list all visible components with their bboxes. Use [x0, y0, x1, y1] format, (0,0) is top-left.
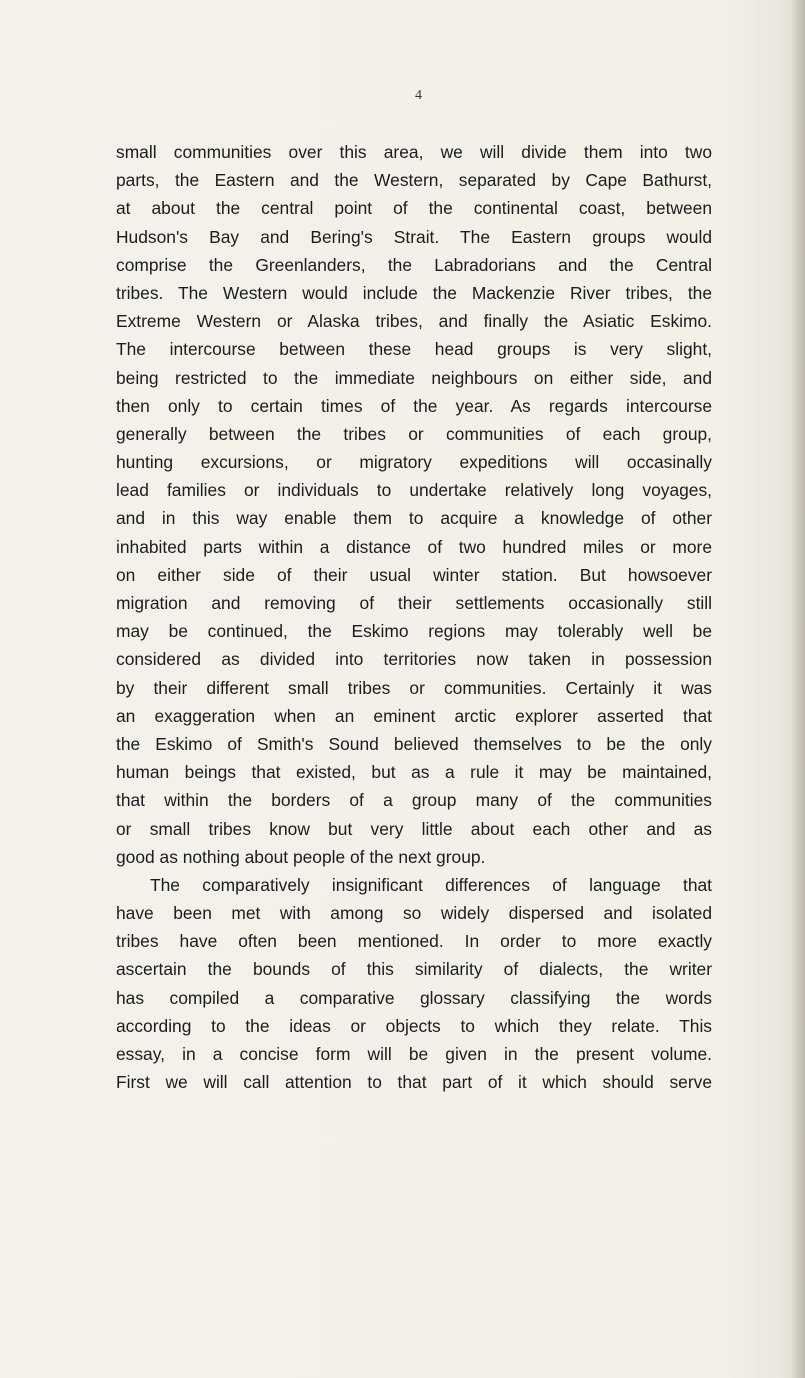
text-line: migration and removing of their settlements occasionally still	[116, 593, 712, 613]
text-line: Hudson's Bay and Bering's Strait. The Eastern groups would	[116, 226, 712, 247]
text-line: according to the ideas or objects to which they relate. This	[116, 1015, 712, 1036]
text-line: an exaggeration when an eminent arctic explorer asserted that	[116, 705, 712, 726]
text-line: inhabited parts within a distance of two hundred miles or more	[116, 536, 712, 557]
text-line: ascertain the bounds of this similarity of dialects, the writer	[116, 959, 712, 980]
text-line: human beings that existed, but as a rule it may be maintained,	[116, 762, 712, 783]
text-line: lead families or individuals to undertake relatively long voyages,	[116, 480, 712, 501]
text-line: may be continued, the Eskimo regions may tolerably well be	[116, 621, 712, 642]
text-line: The intercourse between these head groups is very slight,	[116, 339, 712, 360]
text-line: comprise the Greenlanders, the Labradorians and the Central	[116, 254, 712, 275]
text-line: have been met with among so widely dispersed and isolated	[116, 903, 712, 924]
text-line: being restricted to the immediate neighbours on either side, and	[116, 367, 712, 388]
text-line: hunting excursions, or migratory expeditions will occasinally	[116, 452, 712, 473]
text-line: essay, in a concise form will be given in the present volume.	[116, 1044, 712, 1064]
text-line: or small tribes know but very little about each other and as	[116, 818, 712, 839]
text-line: First we will call attention to that part of it which should serve	[116, 1072, 712, 1093]
text-line-paragraph-start: The comparatively insignificant differences of language that	[150, 874, 712, 895]
text-line: Extreme Western or Alaska tribes, and finally the Asiatic Eskimo.	[116, 311, 712, 332]
text-line: at about the central point of the continental coast, between	[116, 198, 712, 219]
page-edge-shadow	[791, 0, 805, 1378]
text-line: small communities over this area, we will divide them into two	[116, 142, 712, 162]
text-line: tribes have often been mentioned. In order to more exactly	[116, 931, 712, 952]
text-line: parts, the Eastern and the Western, separated by Cape Bathurst,	[116, 170, 712, 191]
text-line: tribes. The Western would include the Mackenzie River tribes, the	[116, 282, 712, 303]
text-line: and in this way enable them to acquire a knowledge of other	[116, 508, 712, 529]
text-line-paragraph-end: good as nothing about people of the next group.	[116, 846, 486, 867]
text-line: that within the borders of a group many of the communities	[116, 790, 712, 811]
text-line: considered as divided into territories now taken in possession	[116, 649, 712, 670]
text-line: the Eskimo of Smith's Sound believed themselves to be the only	[116, 733, 712, 754]
text-line: generally between the tribes or communities of each group,	[116, 423, 712, 444]
text-line: by their different small tribes or communities. Certainly it was	[116, 677, 712, 698]
text-line: on either side of their usual winter station. But howsoever	[116, 564, 712, 585]
text-line: has compiled a comparative glossary classifying the words	[116, 987, 712, 1008]
text-line: then only to certain times of the year. As regards intercourse	[116, 395, 712, 416]
body-text	[116, 138, 712, 1096]
page-number: 4	[415, 88, 422, 103]
